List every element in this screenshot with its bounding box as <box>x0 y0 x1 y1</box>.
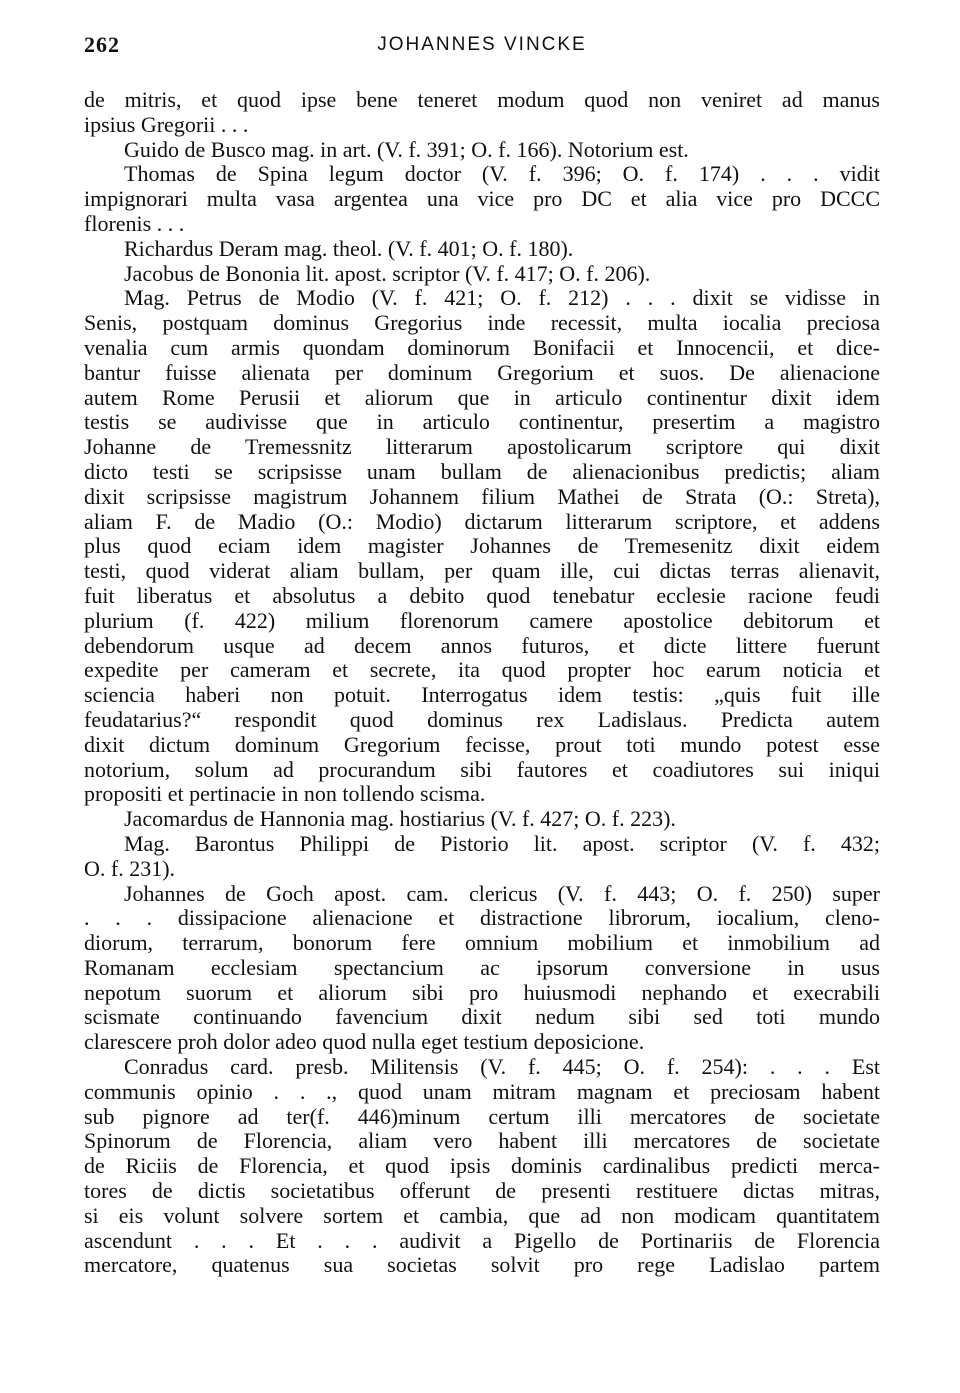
text-line: dicto testi se scripsisse unam bullam de alienacionibus predictis; aliam <box>84 458 880 484</box>
text-line: expedite per cameram et secrete, ita quod propter hoc earum noticia et <box>84 657 880 683</box>
text-line: feudatarius?“ respondit quod dominus rex Ladislaus. Predicta autem <box>84 706 880 732</box>
text-line: ipsius Gregorii . . . <box>84 111 249 137</box>
text-line: plus quod eciam idem magister Johannes de Tremesenitz dixit eidem <box>84 533 880 559</box>
text-line: testis se audivisse que in articulo continentur, presertim a magistro <box>84 409 880 435</box>
text-line: Johannes de Goch apost. cam. clericus (V. f. 443; O. f. 250) super <box>124 880 880 906</box>
text-line: autem Rome Perusii et aliorum que in articulo continentur dixit idem <box>84 384 880 410</box>
text-line: testi, quod viderat aliam bullam, per quam ille, cui dictas terras alienavit, <box>84 558 880 584</box>
text-line: . . . dissipacione alienacione et distractione librorum, iocalium, cleno- <box>84 905 880 931</box>
text-line: notorium, solum ad procurandum sibi fautores et coadiutores sui iniqui <box>84 756 880 782</box>
body-text <box>84 88 880 1278</box>
text-line: clarescere proh dolor adeo quod nulla eget testium deposicione. <box>84 1029 645 1055</box>
text-line: mercatore, quatenus sua societas solvit pro rege Ladislao partem <box>84 1252 880 1278</box>
text-line: diorum, terrarum, bonorum fere omnium mobilium et inmobilium ad <box>84 930 880 956</box>
text-line: sciencia haberi non potuit. Interrogatus idem testis: „quis fuit ille <box>84 682 880 708</box>
text-line: Thomas de Spina legum doctor (V. f. 396; O. f. 174) . . . vidit <box>124 161 880 187</box>
text-line: sub pignore ad ter(f. 446)minum certum illi mercatores de societate <box>84 1103 880 1129</box>
text-line: nepotum suorum et aliorum sibi pro huiusmodi nephando et execrabili <box>84 979 880 1005</box>
text-line: communis opinio . . ., quod unam mitram magnam et preciosam habent <box>84 1078 880 1104</box>
text-line: Senis, postquam dominus Gregorius inde recessit, multa iocalia preciosa <box>84 310 880 336</box>
text-line: tores de dictis societatibus offerunt de presenti restituere dictas mitras, <box>84 1178 880 1204</box>
running-head: JOHANNES VINCKE <box>377 34 587 55</box>
text-line: venalia cum armis quondam dominorum Bonifacii et Innocencii, et dice- <box>84 334 880 360</box>
text-line: Richardus Deram mag. theol. (V. f. 401; O. f. 180). <box>124 235 574 261</box>
text-line: Guido de Busco mag. in art. (V. f. 391; O. f. 166). Notorium est. <box>124 136 689 162</box>
page-number: 262 <box>84 32 120 57</box>
text-line: dixit scripsisse magistrum Johannem filium Mathei de Strata (O.: Streta), <box>84 483 880 509</box>
text-line: Spinorum de Florencia, aliam vero habent illi mercatores de societate <box>84 1128 880 1154</box>
text-line: Conradus card. presb. Militensis (V. f. 445; O. f. 254): . . . Est <box>124 1054 880 1080</box>
text-line: impignorari multa vasa argentea una vice pro DC et alia vice pro DCCC <box>84 186 880 212</box>
text-line: dixit dictum dominum Gregorium fecisse, prout toti mundo potest esse <box>84 731 880 757</box>
text-line: Jacobus de Bononia lit. apost. scriptor (V. f. 417; O. f. 206). <box>124 260 651 286</box>
text-line: scismate continuando favencium dixit nedum sibi sed toti mundo <box>84 1004 880 1030</box>
text-line: fuit liberatus et absolutus a debito quod tenebatur ecclesie racione feudi <box>84 582 880 608</box>
text-line: Romanam ecclesiam spectancium ac ipsorum conversione in usus <box>84 954 880 980</box>
page-header <box>84 26 880 66</box>
text-line: propositi et pertinacie in non tollendo scisma. <box>84 781 486 807</box>
text-line: de mitris, et quod ipse bene teneret modum quod non veniret ad manus <box>84 87 880 112</box>
text-line: florenis . . . <box>84 210 185 236</box>
text-line: Jacomardus de Hannonia mag. hostiarius (V. f. 427; O. f. 223). <box>124 806 676 832</box>
text-line: de Riciis de Florencia, et quod ipsis dominis cardinalibus predicti merca- <box>84 1153 880 1179</box>
text-line: Mag. Barontus Philippi de Pistorio lit. apost. scriptor (V. f. 432; <box>124 830 880 856</box>
text-line: bantur fuisse alienata per dominum Gregorium et suos. De alienacione <box>84 359 880 385</box>
text-line: debendorum usque ad decem annos futuros, et dicte littere fuerunt <box>84 632 880 658</box>
text-line: plurium (f. 422) milium florenorum camere apostolice debitorum et <box>84 607 880 633</box>
text-line: Johanne de Tremessnitz litterarum apostolicarum scriptore qui dixit <box>84 434 880 460</box>
text-line: O. f. 231). <box>84 855 176 881</box>
text-line: si eis volunt solvere sortem et cambia, que ad non modicam quantitatem <box>84 1202 880 1228</box>
text-line: aliam F. de Madio (O.: Modio) dictarum litterarum scriptore, et addens <box>84 508 880 534</box>
text-line: Mag. Petrus de Modio (V. f. 421; O. f. 212) . . . dixit se vidisse in <box>124 285 880 311</box>
text-line: ascendunt . . . Et . . . audivit a Pigello de Portinariis de Florencia <box>84 1227 880 1253</box>
